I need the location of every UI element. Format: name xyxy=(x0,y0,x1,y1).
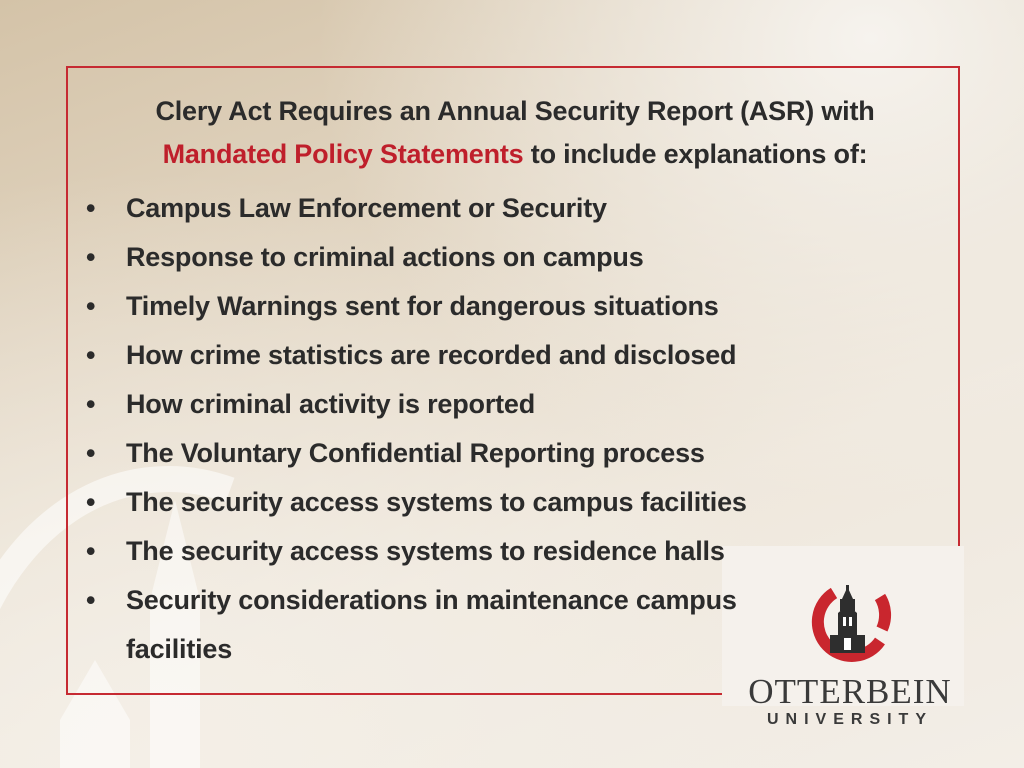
list-item-text: The security access systems to residence halls xyxy=(126,536,725,566)
list-item-text: Timely Warnings sent for dangerous situations xyxy=(126,291,719,321)
logo-wordmark: OTTERBEIN xyxy=(748,672,952,711)
bullet-list xyxy=(86,184,786,674)
bullet-icon: • xyxy=(86,340,96,370)
list-item xyxy=(86,380,786,429)
list-item xyxy=(86,478,786,527)
list-item-text: Campus Law Enforcement or Security xyxy=(126,193,607,223)
bullet-icon: • xyxy=(86,291,96,321)
list-item-text: How crime statistics are recorded and disclosed xyxy=(126,340,737,370)
heading-line-2 xyxy=(100,133,930,176)
bullet-icon: • xyxy=(86,193,96,223)
heading-highlight: Mandated Policy Statements xyxy=(162,139,524,169)
bullet-icon: • xyxy=(86,585,96,615)
heading-line-2-rest: to include explanations of: xyxy=(523,139,868,169)
heading-line-1: Clery Act Requires an Annual Security Report (ASR) with xyxy=(155,96,875,126)
bullet-icon: • xyxy=(86,389,96,419)
list-item-text: Response to criminal actions on campus xyxy=(126,242,644,272)
list-item xyxy=(86,233,786,282)
list-item xyxy=(86,331,786,380)
bullet-icon: • xyxy=(86,242,96,272)
bullet-icon: • xyxy=(86,438,96,468)
logo-subtitle: UNIVERSITY xyxy=(766,711,933,728)
list-item-text: Security considerations in maintenance campus facilities xyxy=(126,585,737,664)
list-item-text: The security access systems to campus facilities xyxy=(126,487,747,517)
list-item-text: How criminal activity is reported xyxy=(126,389,536,419)
list-item xyxy=(86,184,786,233)
list-item xyxy=(86,429,786,478)
list-item xyxy=(86,282,786,331)
slide-heading xyxy=(100,90,930,176)
list-item xyxy=(86,576,786,674)
list-item xyxy=(86,527,786,576)
list-item-text: The Voluntary Confidential Reporting process xyxy=(126,438,705,468)
bullet-icon: • xyxy=(86,536,96,566)
bullet-icon: • xyxy=(86,487,96,517)
